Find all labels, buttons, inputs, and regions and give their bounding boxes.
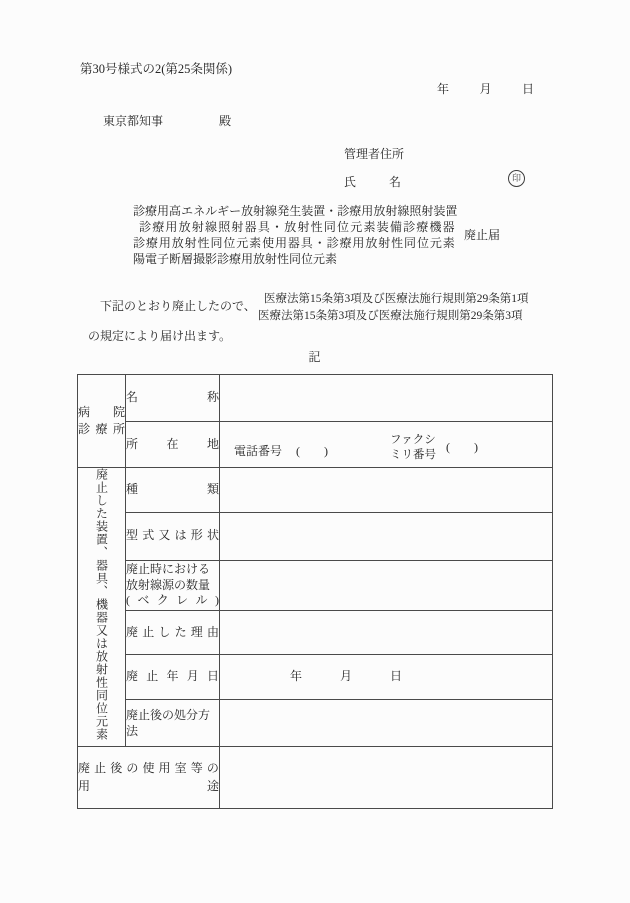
quantity-input-cell[interactable] [220, 560, 553, 611]
abolished-group-header [78, 468, 126, 747]
tel-label: 電話番号 [234, 444, 283, 459]
date-field[interactable]: 年 月 日 [437, 82, 534, 96]
fax-paren: ( ) [446, 439, 478, 454]
quantity-label-cell [126, 560, 220, 611]
abolished-group-vertical-label: 廃止した装置、器具、機器又は放射性同位元素 [94, 468, 109, 741]
model-label-cell [126, 512, 220, 560]
reason-label-cell [126, 611, 220, 655]
abolition-date-input-cell[interactable] [220, 655, 553, 700]
quantity-label-line1: 廃止時における [126, 562, 211, 577]
usage-input-cell[interactable] [220, 746, 553, 808]
quantity-label-line2: 放射線源の数量 [126, 577, 211, 592]
name-label-cell [126, 375, 220, 422]
address-input-cell[interactable] [220, 422, 553, 468]
disposal-label-line2: 法 [126, 723, 139, 738]
manager-address-label: 管理者住所 [344, 147, 405, 161]
name-input-cell[interactable] [220, 375, 553, 422]
disposal-label-cell [126, 699, 220, 746]
reason-input-cell[interactable] [220, 611, 553, 655]
manager-name-label: 氏 名 [344, 175, 401, 189]
address-label-cell [126, 422, 220, 468]
record-heading: 記 [308, 350, 321, 364]
title-line-1: 診 療 用 高 エ ネ ル ギ ー 放 射 線 発 生 装 置 ・ 診 療 用 放 射 線 照 射 装 置 [133, 204, 458, 218]
quantity-label-line3: ( ベ ク レ ル ) [126, 593, 219, 608]
usage-label-line1: 廃 止 後 の 使 用 室 等 の [78, 761, 219, 776]
abolition-date-placeholder: 年 月 日 [290, 669, 402, 684]
model-label: 型 式 又 は 形 状 [126, 528, 219, 543]
type-label-cell [126, 468, 220, 513]
usage-label-line2: 用 途 [78, 779, 219, 794]
title-line-4: 陽電子断層撮影診療用放射性同位元素 [133, 252, 338, 266]
abolition-date-label: 廃 止 年 月 日 [126, 669, 219, 684]
type-input-cell[interactable] [220, 468, 553, 513]
tel-paren: ( ) [296, 444, 329, 459]
tel-field[interactable] [234, 444, 328, 460]
disposal-input-cell[interactable] [220, 699, 553, 746]
usage-label-cell [78, 746, 220, 808]
law-ref-1: 医療法第15条第3項及び医療法施行規則第29条第1項 [264, 293, 529, 305]
law-ref-2: 医療法第15条第3項及び医療法施行規則第29条第3項 [258, 309, 523, 322]
fax-field[interactable] [390, 433, 478, 462]
form-number: 第30号様式の2(第25条関係) [80, 62, 233, 76]
body-intro: 下記のとおり廃止したので、 [100, 299, 256, 313]
abolition-date-label-cell [126, 655, 220, 700]
disposal-label-line1: 廃止後の処分方 [126, 707, 211, 722]
law-references [258, 291, 529, 324]
name-label: 名 称 [126, 390, 219, 405]
title-line-3: 診 療 用 放 射 性 同 位 元 素 使 用 器 具 ・ 診 療 用 放 射 性 同 位 元 素 [133, 236, 455, 250]
fax-label-line2: ミリ番号 [390, 448, 436, 461]
title-line-2: 診 療 用 放 射 線 照 射 器 具 ・ 放 射 性 同 位 元 素 装 備 診 療 機 器 [139, 220, 455, 234]
address-label: 所 在 地 [126, 436, 219, 451]
facility-group-line2: 診 療 所 [78, 421, 125, 436]
addressee-line [103, 114, 231, 130]
fax-label-line1: ファクシ [390, 434, 436, 446]
addressee: 東京都知事 [103, 114, 164, 128]
facility-group-line1: 病 院 [78, 404, 125, 419]
doc-type-label: 廃止届 [464, 228, 501, 242]
model-input-cell[interactable] [220, 512, 553, 560]
facility-group-header [78, 375, 126, 468]
reason-label: 廃 止 し た 理 由 [126, 624, 219, 639]
body-outro: の規定により届け出ます。 [88, 329, 232, 343]
honorific: 殿 [218, 114, 231, 128]
seal-icon: 印 [508, 170, 525, 187]
form-table [77, 374, 553, 809]
type-label: 種 類 [126, 482, 219, 497]
